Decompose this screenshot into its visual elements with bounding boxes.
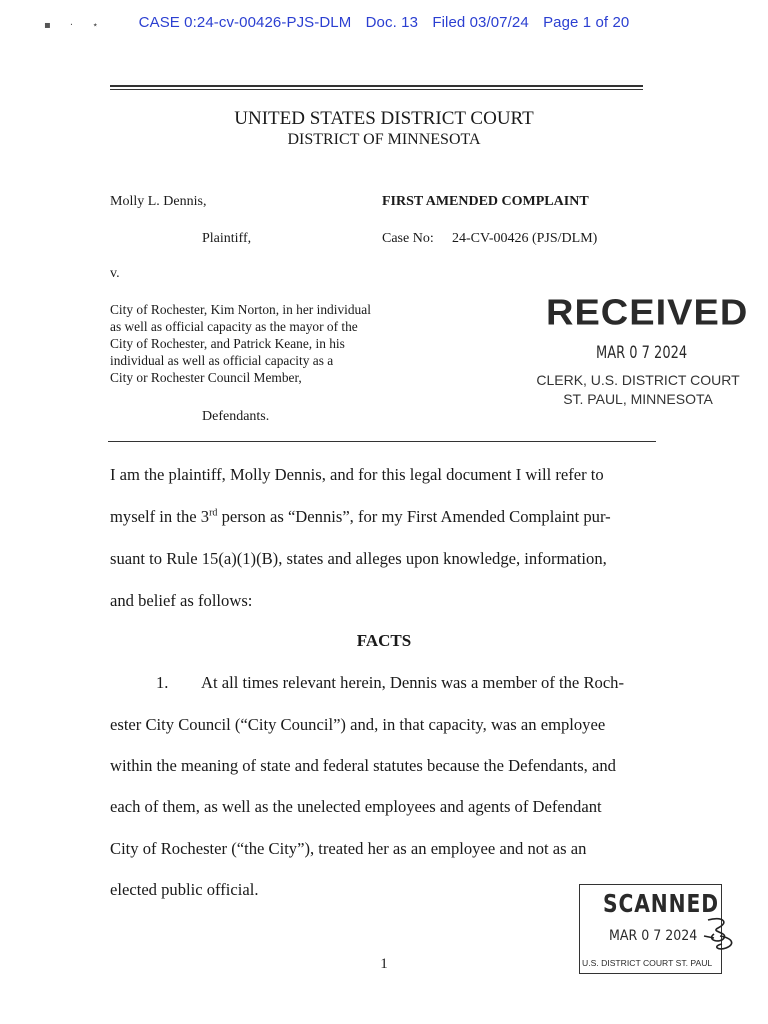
court-name: UNITED STATES DISTRICT COURT xyxy=(234,108,534,129)
paragraph-line: elected public official. xyxy=(110,880,259,899)
document-title: FIRST AMENDED COMPLAINT xyxy=(382,194,589,209)
plaintiff-role: Plaintiff, xyxy=(202,231,252,246)
case-no-label: Case No: xyxy=(382,231,434,246)
intro-line: and belief as follows: xyxy=(110,591,253,610)
defendants-role: Defendants. xyxy=(202,409,270,424)
scanned-stamp-title: SCANNED xyxy=(603,889,719,918)
paragraph-line: City of Rochester (“the City”), treated her as an employee and not as an xyxy=(110,839,587,858)
scanned-stamp-court: U.S. DISTRICT COURT ST. PAUL xyxy=(582,958,713,968)
page-indicator: Page 1 of 20 xyxy=(543,14,630,31)
top-rule-inner xyxy=(110,89,643,90)
top-rule xyxy=(110,85,643,87)
paragraph-line: ester City Council (“City Council”) and, in that capacity, was an employee xyxy=(110,715,606,734)
defendants-line: City of Rochester, and Patrick Keane, in his xyxy=(110,336,345,351)
intro-text: myself in the 3 xyxy=(110,507,210,526)
intro-line: suant to Rule 15(a)(1)(B), states and alleges upon knowledge, information, xyxy=(110,549,607,568)
filed-date: Filed 03/07/24 xyxy=(432,14,529,31)
page-number: 1 xyxy=(380,956,388,972)
ecf-header xyxy=(0,14,768,31)
court-district: DISTRICT OF MINNESOTA xyxy=(287,131,481,148)
received-stamp-line2: ST. PAUL, MINNESOTA xyxy=(563,391,713,407)
doc-number: Doc. 13 xyxy=(365,14,419,31)
received-stamp-date: MAR 0 7 2024 xyxy=(596,343,688,363)
defendants-line: as well as official capacity as the mayor of the xyxy=(110,319,358,334)
plaintiff-name: Molly L. Dennis, xyxy=(110,194,207,209)
paragraph-line: each of them, as well as the unelected employees and agents of Defendant xyxy=(110,797,602,816)
received-stamp-clerk xyxy=(520,371,756,409)
defendants-line: individual as well as official capacity as a xyxy=(110,353,334,368)
ordinal-suffix: rd xyxy=(209,507,218,519)
caption-rule xyxy=(108,441,656,442)
initials-signature xyxy=(700,914,740,956)
received-stamp-line1: CLERK, U.S. DISTRICT COURT xyxy=(536,372,740,388)
received-stamp-title: RECEIVED xyxy=(546,293,749,333)
intro-line: I am the plaintiff, Molly Dennis, and for this legal document I will refer to xyxy=(110,465,604,484)
defendants-block xyxy=(110,301,430,386)
intro-text: person as “Dennis”, for my First Amended Complaint pur- xyxy=(217,507,611,526)
scanned-stamp-date: MAR 0 7 2024 xyxy=(609,928,698,944)
facts-heading: FACTS xyxy=(356,631,412,650)
defendants-line: City or Rochester Council Member, xyxy=(110,370,302,385)
intro-line xyxy=(110,507,611,527)
versus: v. xyxy=(110,266,120,281)
case-number: CASE 0:24-cv-00426-PJS-DLM xyxy=(138,14,352,31)
paragraph-line: At all times relevant herein, Dennis was a member of the Roch- xyxy=(201,673,625,692)
paragraph-number: 1. xyxy=(156,673,169,692)
case-no-value: 24-CV-00426 (PJS/DLM) xyxy=(452,231,598,246)
paragraph-line: within the meaning of state and federal statutes because the Defendants, and xyxy=(110,756,616,775)
defendants-line: City of Rochester, Kim Norton, in her individual xyxy=(110,302,371,317)
scan-specks: ▪ · ⋆ xyxy=(44,20,99,31)
